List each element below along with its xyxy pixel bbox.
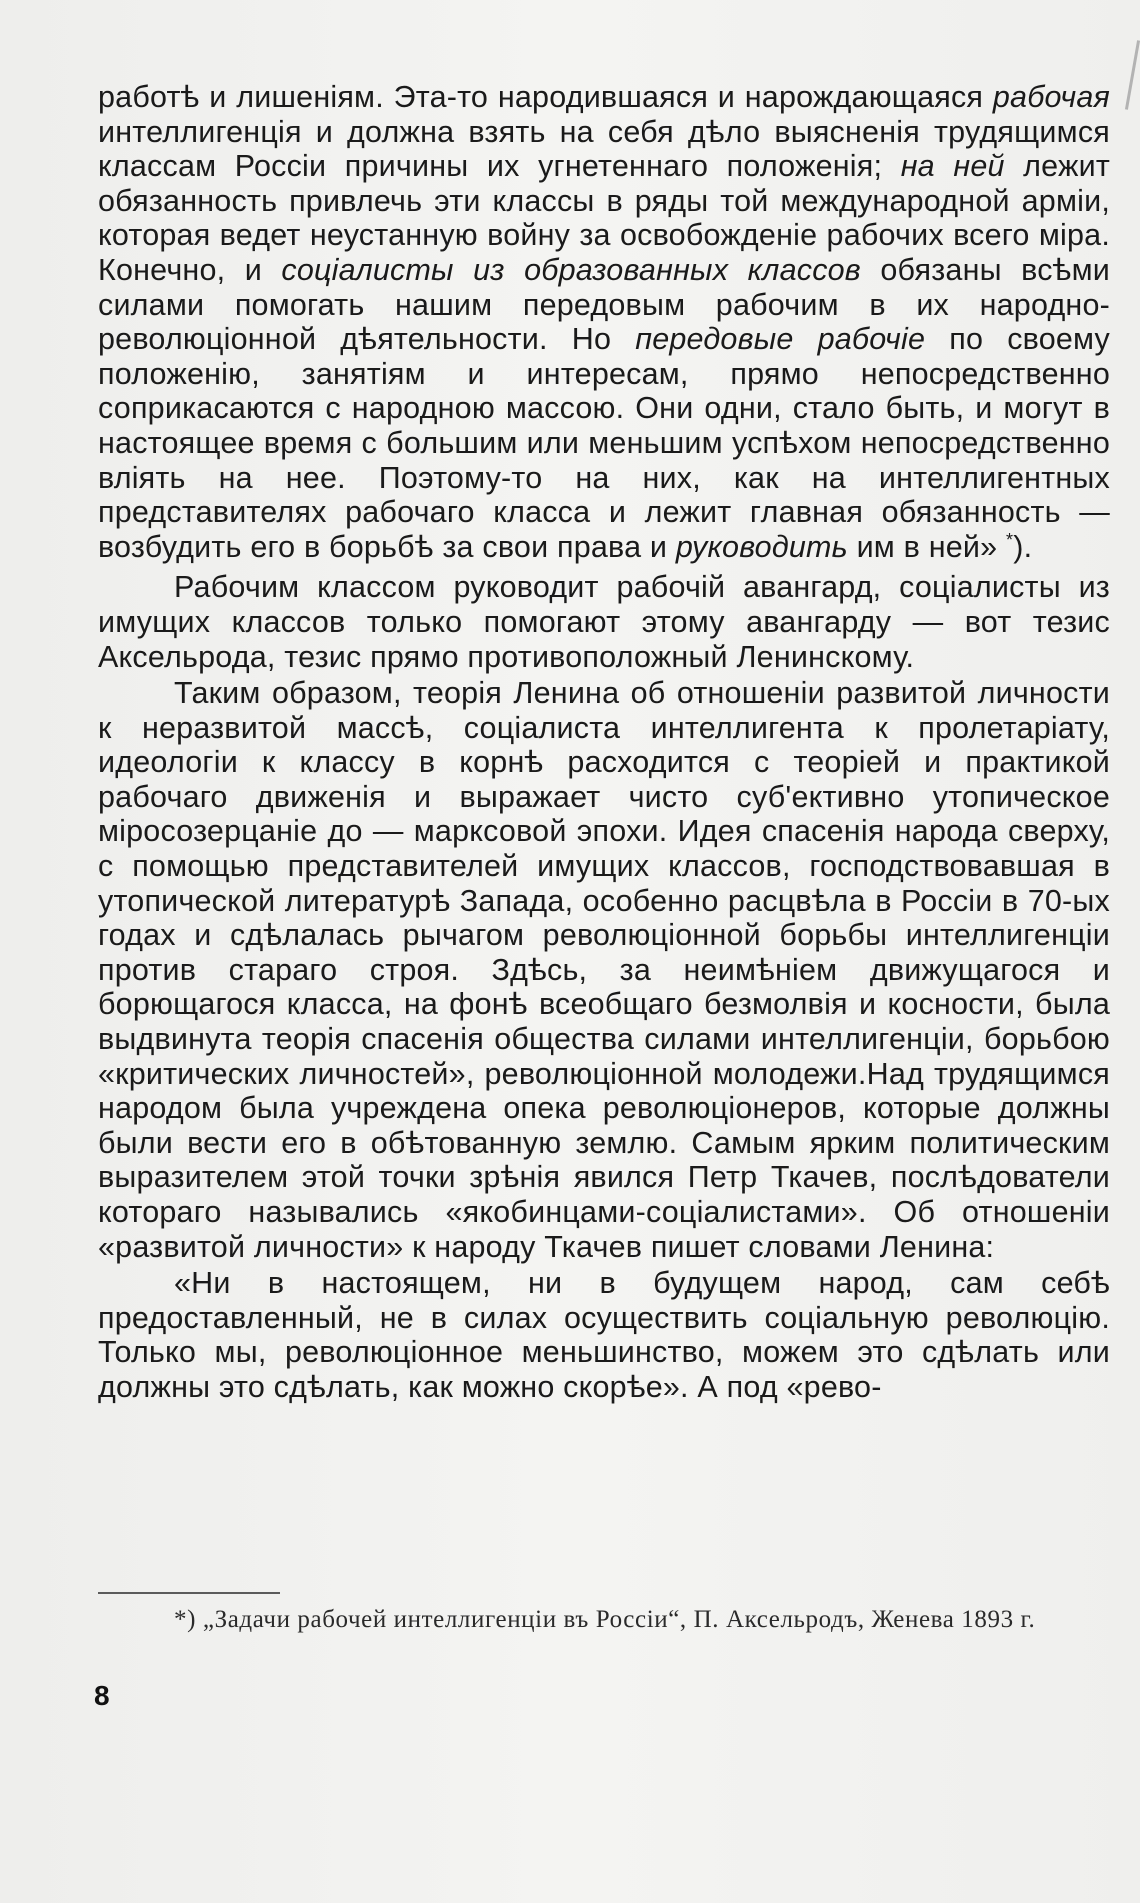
paragraph-text: Рабочим классом руководит рабочій авангард, соціалисты из имущих классов только помогают этому авангарду — вот тезис Аксельрода, тезис прямо противоположный Ленинскому. (98, 570, 1110, 674)
paragraph-2 (98, 570, 1110, 674)
paragraph-text: работѣ и лишеніям. Эта-то народившаяся и нарождающаяся (98, 80, 993, 114)
footnote-marker: * (1006, 529, 1014, 550)
emphasis-text: рабочая (992, 80, 1110, 114)
paragraph-3 (98, 676, 1110, 1264)
main-text (98, 80, 1110, 1405)
paragraph-1 (98, 80, 1110, 564)
paragraph-text: им в ней» (847, 529, 1007, 564)
emphasis-text: на ней (900, 149, 1005, 184)
paragraph-text: по своему положенію, занятіям и интересам, прямо непосредственно соприкасаются с народною массою. Они одни, стало быть, и могут в настоящее время с большим или меньшим успѣхом непосредственно вліять на нее. Поэтому-то на них, как на интеллигентных представителях рабочаго класса и лежит главная обязанность — возбудить его в борьбѣ за свои права и (98, 322, 1110, 564)
footnote-separator (98, 1592, 280, 1594)
page-number: 8 (94, 1680, 110, 1711)
paragraph-text: лежит обязанность привлечь эти классы в ряды той международной арміи, которая ведет неустанную войну за освобожденіе рабочих всего міра. Конечно, и (98, 149, 1110, 287)
scan-edge-mark (1125, 40, 1140, 109)
emphasis-text: соціалисты из образованных классов (281, 252, 861, 287)
emphasis-text: руководить (675, 529, 848, 564)
paragraph-text: Таким образом, теорія Ленина об отношеніи развитой личности к неразвитой массѣ, соціалиста интеллигента к пролетаріату, идеологіи к классу в корнѣ расходится с теоріей и практикой рабочаго движенія и выражает чисто суб'ективно утопическое міросозерцаніе до — марксовой эпохи. Идея спасенія народа сверху, с помощью представителей имущих классов, господствовавшая в утопической литературѣ Запада, особенно расцвѣла в Россіи в 70-ых годах и сдѣлалась рычагом революціонной борьбы интеллигенціи против стараго строя. Здѣсь, за неимѣніем движущагося и борющагося класса, на фонѣ всеобщаго безмолвія и косности, была выдвинута теорія спасенія общества силами интеллигенціи, борьбою «критических личностей», революціонной молодежи.Над трудящимся народом была учреждена опека революціонеров, которые должны были вести его в обѣтованную землю. Самым ярким политическим выразителем этой точки зрѣнія явился Петр Ткачев, послѣдователи котораго назывались «якобинцами-соціалистами». Об отношеніи «развитой личности» к народу Ткачев пишет словами Ленина: (98, 676, 1110, 1264)
paragraph-text: интеллигенція и должна взять на себя дѣло выясненія трудящимся классам Россіи причины их угнетеннаго положенія; (98, 114, 1110, 184)
paragraph-4 (98, 1266, 1110, 1404)
paragraph-text: ). (1013, 529, 1033, 564)
emphasis-text: передовые рабочіе (635, 322, 926, 357)
paragraph-text: обязаны всѣми силами помогать нашим передовым рабочим в их народно-революціонной дѣятельности. Но (98, 252, 1110, 357)
footnote-text: *) „Задачи рабочей интеллигенціи въ Россіи“, П. Аксельродъ, Женева 1893 г. (174, 1606, 1036, 1633)
paragraph-text: «Ни в настоящем, ни в будущем народ, сам себѣ предоставленный, не в силах осуществить соціальную революцію. Только мы, революціонное меньшинство, можем это сдѣлать или должны это сдѣлать, как можно скорѣе». А под «рево- (98, 1266, 1110, 1404)
footnote (98, 1604, 1110, 1635)
